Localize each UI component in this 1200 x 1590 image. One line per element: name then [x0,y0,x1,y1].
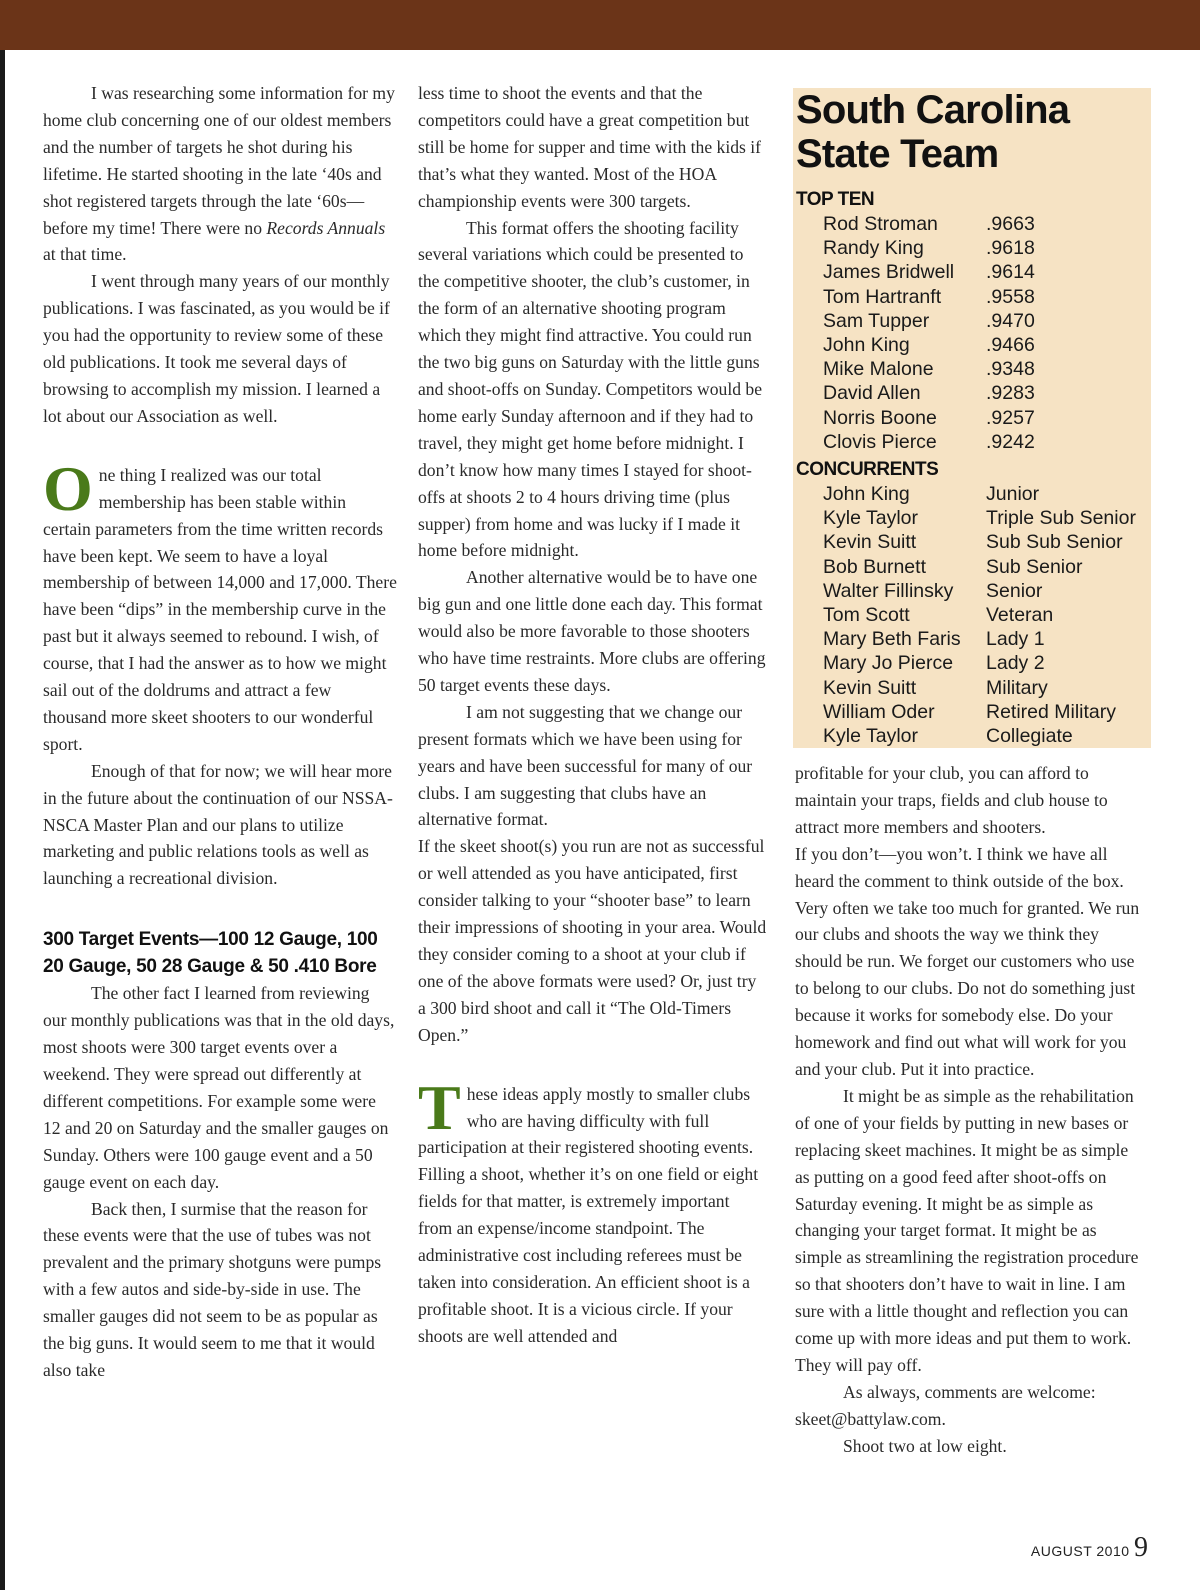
team-row [793,309,1151,333]
shooter-value: Veteran [986,604,1054,627]
paragraph: If you don’t—you won’t. I think we have all heard the comment to think outside of the box. Very often we take too much for granted. We run our clubs and shoots the way we think they should be run. We forget our customers who use to belong to our clubs. Do not do something just because it works for somebody else. Do your homework and find out what will work for you and your club. Put it into practice. [795,843,1140,1079]
shooter-value: .9618 [986,237,1035,260]
shooter-value: .9466 [986,334,1035,357]
shooter-name: Rod Stroman [823,213,938,235]
shooter-name: Walter Fillinsky [823,579,954,602]
paragraph: I was researching some information for my home club concerning one of our oldest members and the number of targets he shot during his lifetime. He started shooting in the late ‘40s and shot registered targets through the late ‘60s—before my time! There were no Records Annuals at that time. [43,83,395,265]
paragraph: Another alternative would be to have one big gun and one little done each day. This format would also be more favorable to those shooters who have time restraints. More clubs are offering 50 target events these days. [418,567,766,695]
shooter-name: John King [823,334,910,357]
team-row [793,700,1151,724]
shooter-name: James Bridwell [823,261,955,284]
article-column-3 [795,760,1147,1460]
team-row [793,506,1151,530]
section-subhead: 300 Target Events—100 12 Gauge, 100 20 Gauge, 50 28 Gauge & 50 .410 Bore [43,929,378,978]
team-row [793,676,1151,700]
paragraph-dropcap: One thing I realized was our total membership has been stable within certain parameters from the time written records have been kept. We seem to have a loyal membership of between 14,000 and 17,000. There have been “dips” in the membership curve in the past but it always seemed to rebound. I wish, of course, that I had the answer as to how we might sail out of the doldrums and attract a few thousand more skeet shooters to our wonderful sport. [43,452,397,754]
team-row [793,627,1151,651]
team-row [793,381,1151,405]
drop-cap-letter: O [43,452,93,524]
shooter-name: Mary Beth Faris [823,628,961,651]
shooter-name: Kyle Taylor [823,725,919,748]
state-team-sidebar [793,88,1151,748]
shooter-value: Retired Military [986,700,1117,723]
shooter-value: .9257 [986,406,1035,429]
team-row [793,357,1151,381]
shooter-value: .9348 [986,358,1035,381]
shooter-value: Junior [986,483,1040,506]
team-row [793,482,1151,506]
team-row [793,579,1151,603]
paragraph: I went through many years of our monthly publications. I was fascinated, as you would be if you had the opportunity to review some of these old publications. It took me several days of browsing to accomplish my mission. I learned a lot about our Association as well. [43,271,390,426]
team-row [793,603,1151,627]
paragraph: less time to shoot the events and that the competitors could have a great competition but still be home for supper and time with the kids if that’s what they wanted. Most of the HOA championship events were 300 targets. [418,83,762,211]
page-footer [1031,1532,1148,1564]
team-row [793,555,1151,579]
shooter-name: Bob Burnett [823,555,926,578]
shooter-name: Tom Scott [823,604,910,627]
shooter-name: Sam Tupper [823,309,930,332]
article-column-1 [43,80,397,1384]
shooter-value: .9470 [986,309,1035,332]
team-row [793,212,1151,236]
shooter-name: Mike Malone [823,358,934,381]
paragraph: I am not suggesting that we change our present formats which we have been using for years and have been successful for many of our clubs. I am suggesting that clubs have an alternative format. [418,701,753,830]
shooter-name: Kevin Suitt [823,676,917,699]
paragraph: Shoot two at low eight. [843,1435,1007,1456]
shooter-name: Clovis Pierce [823,430,937,453]
team-row [793,651,1151,675]
shooter-value: .9558 [986,285,1035,308]
shooter-value: .9242 [986,430,1035,453]
shooter-name: Norris Boone [823,406,937,429]
italic-title: Records Annuals [266,217,386,238]
shooter-name: John King [823,483,910,506]
paragraph: The other fact I learned from reviewing our monthly publications was that in the old days, most shoots were 300 target events over a weekend. They were spread out differently at different competitions. For example some were 12 and 20 on Saturday and the smaller gauges on Sunday. Others were 100 gauge event and a 50 gauge event on each day. [43,983,395,1192]
team-row [793,530,1151,554]
team-row [793,724,1151,748]
concurrents-list [793,482,1151,748]
shooter-name: William Oder [823,700,935,723]
shooter-value: Military [986,676,1048,699]
shooter-name: Kyle Taylor [823,507,919,530]
shooter-value: Sub Sub Senior [986,531,1123,554]
sidebar-title: South Carolina State Team [796,88,1070,176]
shooter-value: Triple Sub Senior [986,507,1136,530]
shooter-name: David Allen [823,382,921,405]
team-row [793,333,1151,357]
team-row [793,406,1151,430]
team-row [793,260,1151,284]
shooter-name: Tom Hartranft [823,285,942,308]
header-color-band [0,0,1200,50]
paragraph: As always, comments are welcome: skeet@battylaw.com. [795,1381,1096,1429]
issue-date: AUGUST 2010 [1030,1543,1130,1559]
paragraph: If the skeet shoot(s) you run are not as successful or well attended as you have anticipated, first consider talking to your “shooter base” to learn their impressions of shooting in your area. Would they consider coming to a shoot at your club if one of the above formats were used? Or, just try a 300 bird shoot and call it “The Old-Timers Open.” [418,836,767,1045]
shooter-value: .9663 [986,213,1035,235]
page-edge-rule [0,50,5,1590]
page-number: 9 [1134,1532,1148,1563]
top-ten-heading: TOP TEN [796,189,875,210]
paragraph-dropcap: These ideas apply mostly to smaller clubs who are having difficulty with full participation at their registered shooting events. Filling a shoot, whether it’s on one field or eight fields for that matter, is extremely important from an expense/income standpoint. The administrative cost including referees must be taken into consideration. An efficient shoot is a profitable shoot. It is a vicious circle. If your shoots are well attended and [418,1071,759,1346]
concurrents-heading: CONCURRENTS [796,459,939,481]
paragraph: Back then, I surmise that the reason for these events were that the use of tubes was not prevalent and the primary shotguns were pumps with a few autos and side-by-side in use. The smaller gauges did not seem to be as popular as the big guns. It would seem to me that it would also take [43,1198,382,1380]
shooter-value: Lady 1 [986,628,1045,651]
shooter-value: Lady 2 [986,652,1045,675]
shooter-value: .9283 [986,382,1035,405]
shooter-value: Senior [986,579,1043,602]
paragraph: Enough of that for now; we will hear more in the future about the continuation of our NSSA-NSCA Master Plan and our plans to utilize marketing and public relations tools as well as launching a recreational division. [43,760,393,889]
shooter-value: .9614 [986,261,1035,284]
team-row [793,236,1151,260]
paragraph: profitable for your club, you can afford to maintain your traps, fields and club house to attract more members and shooters. [795,763,1108,837]
shooter-name: Mary Jo Pierce [823,652,954,675]
paragraph: This format offers the shooting facility several variations which could be presented to the competitive shooter, the club’s customer, in the form of an alternative shooting program which they might find attractive. You could run the two big guns on Saturday with the little guns and shoot-offs on Sunday. Competitors would be home early Sunday afternoon and if they had to travel, they might get home before midnight. I don’t know how many times I stayed for shoot-offs at shoots 2 to 4 hours driving time (plus supper) from home and was lucky if I made it home before midnight. [418,217,763,561]
shooter-name: Kevin Suitt [823,531,917,554]
paragraph: It might be as simple as the rehabilitation of one of your fields by putting in new bases or replacing skeet machines. It might be as simple as putting on a good feed after shoot-offs on Saturday evening. It might be as simple as changing your target format. It might be as simple as streamlining the registration procedure so that shooters don’t have to wait in line. I am sure with a little thought and reflection you can come up with more ideas and put them to work. They will pay off. [795,1085,1139,1375]
shooter-value: Collegiate [986,725,1073,748]
shooter-name: Randy King [823,237,924,260]
top-ten-list [793,212,1151,454]
drop-cap-letter: T [418,1071,461,1143]
team-row [793,430,1151,454]
shooter-value: Sub Senior [986,555,1083,578]
article-column-2 [418,80,768,1350]
team-row [793,285,1151,309]
